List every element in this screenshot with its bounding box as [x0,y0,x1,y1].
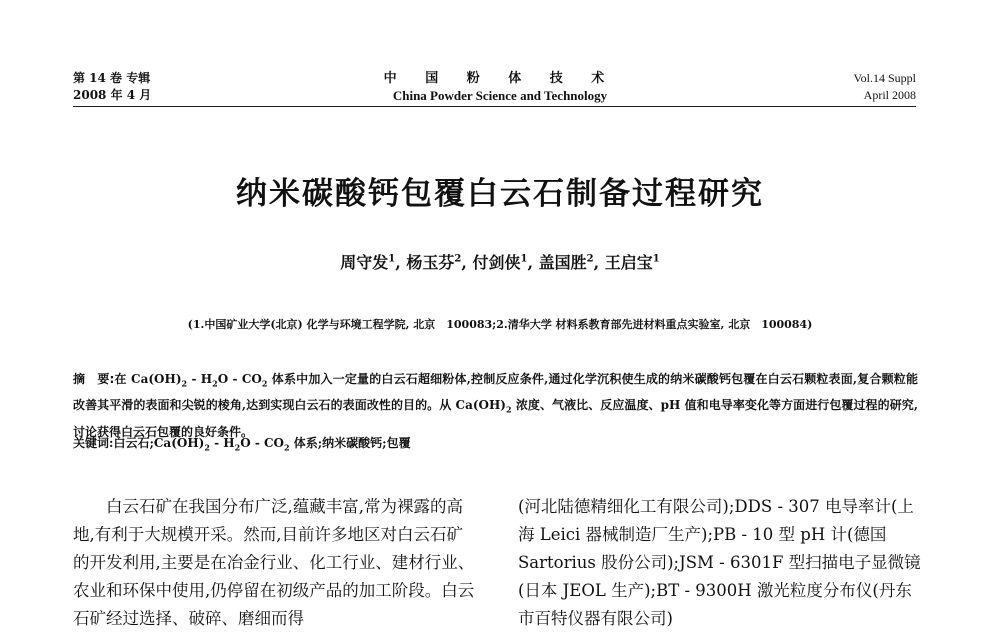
journal-name-cn: 中 国 粉 体 技 术 [383,71,617,86]
author: 周守发$^1$ [340,253,396,272]
affiliations: (1.中国矿业大学(北京) 化学与环境工程学院, 北京 100083;2.清华大学 材料系教育部先进材料重点实验室, 北京 100084) [187,318,813,331]
journal-name [0,70,1000,104]
volume-line-en: Vol.14 Suppl [853,71,916,85]
journal-volume-info-en [854,70,916,104]
author: 王启宝$^1$ [604,253,660,272]
volume-line: 第 14 卷 专辑 [73,71,151,85]
paragraph: (河北陆德精细化工有限公司);DDS - 307 电导率计(上海 Leici 器械制造厂生产);PB - 10 型 pH 计(德国 Sartorius 股份公司);JSM - 6301F 型扫描电子显微镜(日本 JEOL 生产);BT - 9300H 激光粒度分布仪(丹东市百特仪器有限公司) [518,497,921,628]
abstract: 摘 要:在 $Ca(OH)_2 - H_2O - CO_2$ 体系中加入一定量的白云石超细粉体,控制反应条件,通过化学沉积使生成的纳米碳酸钙包覆在白云石颗粒表面,复合颗粒能改善其平滑的表面和尖锐的棱角,达到实现白云石的表面改性的目的。从 $Ca(OH)_2$ 浓度、气液比、反应温度、pH 值和电导率变化等方面进行包覆过程的研究,讨论获得白云石包覆的良好条件。 [73,372,918,439]
keywords: 关键词:白云石$;Ca(OH)_2 - H_2O - CO_2$ 体系;纳米碳酸钙;包覆 [73,436,411,453]
body-column-left [73,493,478,633]
keywords-label: 关键词: [73,436,114,450]
header-rule [73,106,916,107]
author: 盖国胜$^2$ [538,253,594,272]
author: 付剑侠$^1$ [472,253,528,272]
journal-name-en: China Powder Science and Technology [392,88,608,103]
author-list: 周守发$^1$, 杨玉芬$^2$, 付剑侠$^1$, 盖国胜$^2$, 王启宝$^1$ [340,253,660,272]
author: 杨玉芬$^2$ [406,253,462,272]
paragraph: 白云石矿在我国分布广泛,蕴藏丰富,常为裸露的高地,有利于大规模开采。然而,目前许多地区对白云石矿的开发利用,主要是在冶金行业、化工行业、建材行业、农业和环保中使用,仍停留在初级产品的加工阶段。白云石矿经过选择、破碎、磨细而得 [73,497,475,628]
paper-title: 纳米碳酸钙包覆白云石制备过程研究 [236,176,764,212]
date-line-en: April 2008 [863,88,916,102]
body-column-right [518,493,922,633]
date-line: 2008 年 4 月 [73,88,152,102]
abstract-label: 摘 要: [73,372,115,386]
